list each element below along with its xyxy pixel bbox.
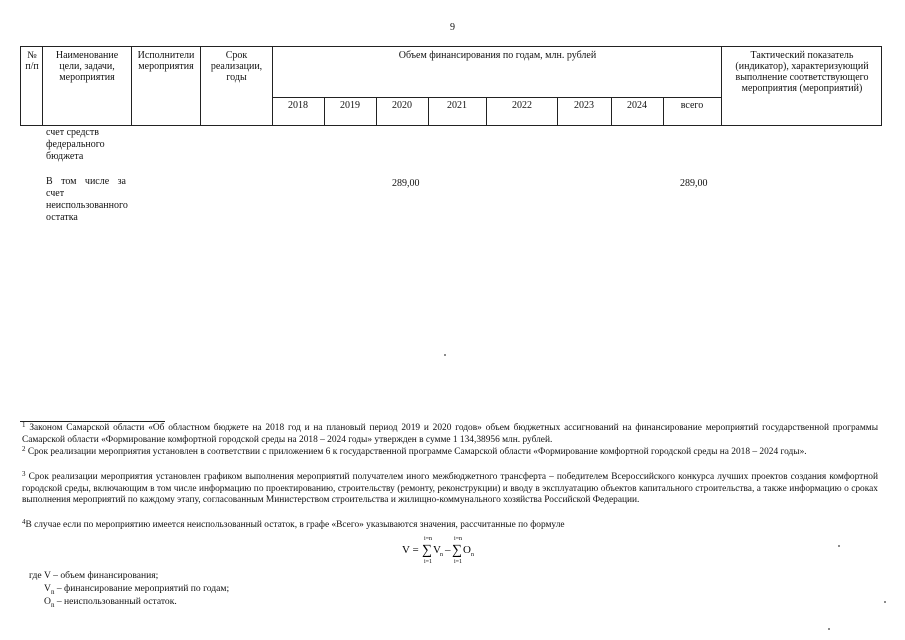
where-line-3-sub: n — [50, 600, 55, 609]
footnote-3-text: Срок реализации мероприятия установлен графиком выполнения мероприятий получателем иного межбюджетного трансферта – победителем Всероссийского конкурса лучших проектов создания комфортной городской среды, включающим в том числе информацию по проектированию, строительству (ремонту, реконструкции) и вводу в эксплуатацию объектов капитального строительства, а также информацию о сроках выполнения мероприятий по каждому этапу, согласованным Министерством строительства и жилищно-коммунального хозяйства Российской Федерации. — [22, 472, 878, 506]
header-executors: Исполнители мероприятия — [137, 50, 195, 72]
where-line-3-symbol: O — [44, 596, 51, 607]
svg-text:∑: ∑ — [422, 543, 432, 558]
footnote-separator — [20, 421, 165, 422]
footnote-1-text: Законом Самарской области «Об областном бюджете на 2018 год и на плановый период 2019 и 2020 годов» объем бюджетных ассигнований на финансирование мероприятий государственной программы Самарской области «Формирование комфортной городской среды на 2018 – 2024 годы» утвержден в сумме 1 134,38956 млн. рублей. — [22, 423, 879, 445]
footnote-4-text: В случае если по мероприятию имеется неиспользованный остаток, в графе «Всего» указываются значения, рассчитанные по формуле — [25, 520, 565, 530]
where-line-3-text: – неиспользованный остаток. — [54, 596, 177, 607]
scan-speck — [444, 354, 446, 356]
svg-text:∑: ∑ — [452, 543, 462, 558]
where-line-2-text: – финансирование мероприятий по годам; — [54, 583, 230, 594]
svg-text:i=n: i=n — [454, 536, 463, 542]
formula — [400, 533, 480, 568]
year-2019: 2019 — [340, 100, 360, 111]
row-federal-budget-name: счет средств федерального бюджета — [46, 127, 105, 162]
svg-text:V: V — [433, 544, 441, 556]
where-line-2-sub: n — [50, 587, 55, 596]
footnote-1: $^1$ Законом Самарской области «Об областном бюджете на 2018 год и на плановый период 2019 и 2020 годов» объем бюджетных ассигнований на финансирование мероприятий государственной программы Самарской области «Формирование комфортной городской среды на 2018 – 2024 годы» утвержден в сумме 1 134,38956 млн. рублей. — [22, 421, 879, 445]
svg-text:i=n: i=n — [424, 536, 433, 542]
year-2021: 2021 — [447, 100, 467, 111]
year-2024: 2024 — [627, 100, 647, 111]
page-number: 9 — [450, 22, 455, 33]
svg-text:V =: V = — [402, 544, 419, 556]
scan-speck — [884, 601, 886, 603]
where-line-1: где V – объем финансирования; — [29, 570, 159, 581]
header-financing: Объем финансирования по годам, млн. рублей — [398, 50, 597, 61]
header-indicator: Тактический показатель (индикатор), характеризующий выполнение соответствующего мероприятия (мероприятий) — [735, 50, 869, 94]
svg-text:O: O — [463, 544, 471, 556]
row-unused-balance-total: 289,00 — [680, 178, 708, 189]
header-name: Наименование цели, задачи, мероприятия — [55, 50, 119, 83]
year-2022: 2022 — [512, 100, 532, 111]
year-total: всего — [680, 100, 704, 111]
svg-text:i=1: i=1 — [454, 559, 463, 565]
footnote-4: $^4$В случае если по мероприятию имеется неиспользованный остаток, в графе «Всего» указываются значения, рассчитанные по формуле — [22, 518, 565, 530]
svg-text:i=1: i=1 — [424, 559, 433, 565]
year-2023: 2023 — [574, 100, 594, 111]
where-line-3 — [44, 596, 177, 611]
header-period: Срок реализации, годы — [210, 50, 263, 83]
year-2018: 2018 — [288, 100, 308, 111]
year-2020: 2020 — [392, 100, 412, 111]
formula-image — [400, 533, 480, 565]
financing-table-header — [20, 46, 882, 126]
svg-text:n: n — [440, 552, 443, 558]
where-line-2-symbol: V — [44, 583, 51, 594]
footnote-3: $^3$ Срок реализации мероприятия установлен графиком выполнения мероприятий получателем иного межбюджетного трансферта – победителем Всероссийского конкурса лучших проектов создания комфортной городской среды, включающим в том числе информацию по проектированию, строительству (ремонту, реконструкции) и вводу в эксплуатацию объектов капитального строительства, а также информацию о сроках выполнения мероприятий по каждому этапу, согласованным Министерством строительства и жилищно-коммунального хозяйства Российской Федерации. — [22, 470, 878, 506]
svg-text:–: – — [445, 544, 451, 556]
scan-speck — [828, 628, 830, 630]
row-unused-balance-2020: 289,00 — [392, 178, 420, 189]
scan-speck — [838, 545, 840, 547]
svg-text:n: n — [471, 552, 474, 558]
header-num: № п/п — [25, 50, 39, 72]
row-unused-balance-name: В том числе за счет неиспользованного остатка — [46, 176, 128, 223]
footnote-2: $^2$ Срок реализации мероприятия установлен в соответствии с приложением 6 к государственной программе Самарской области «Формирование комфортной городской среды на 2018 – 2024 годы». — [22, 445, 807, 457]
footnote-2-text: Срок реализации мероприятия установлен в соответствии с приложением 6 к государственной программе Самарской области «Формирование комфортной городской среды на 2018 – 2024 годы». — [27, 447, 807, 457]
